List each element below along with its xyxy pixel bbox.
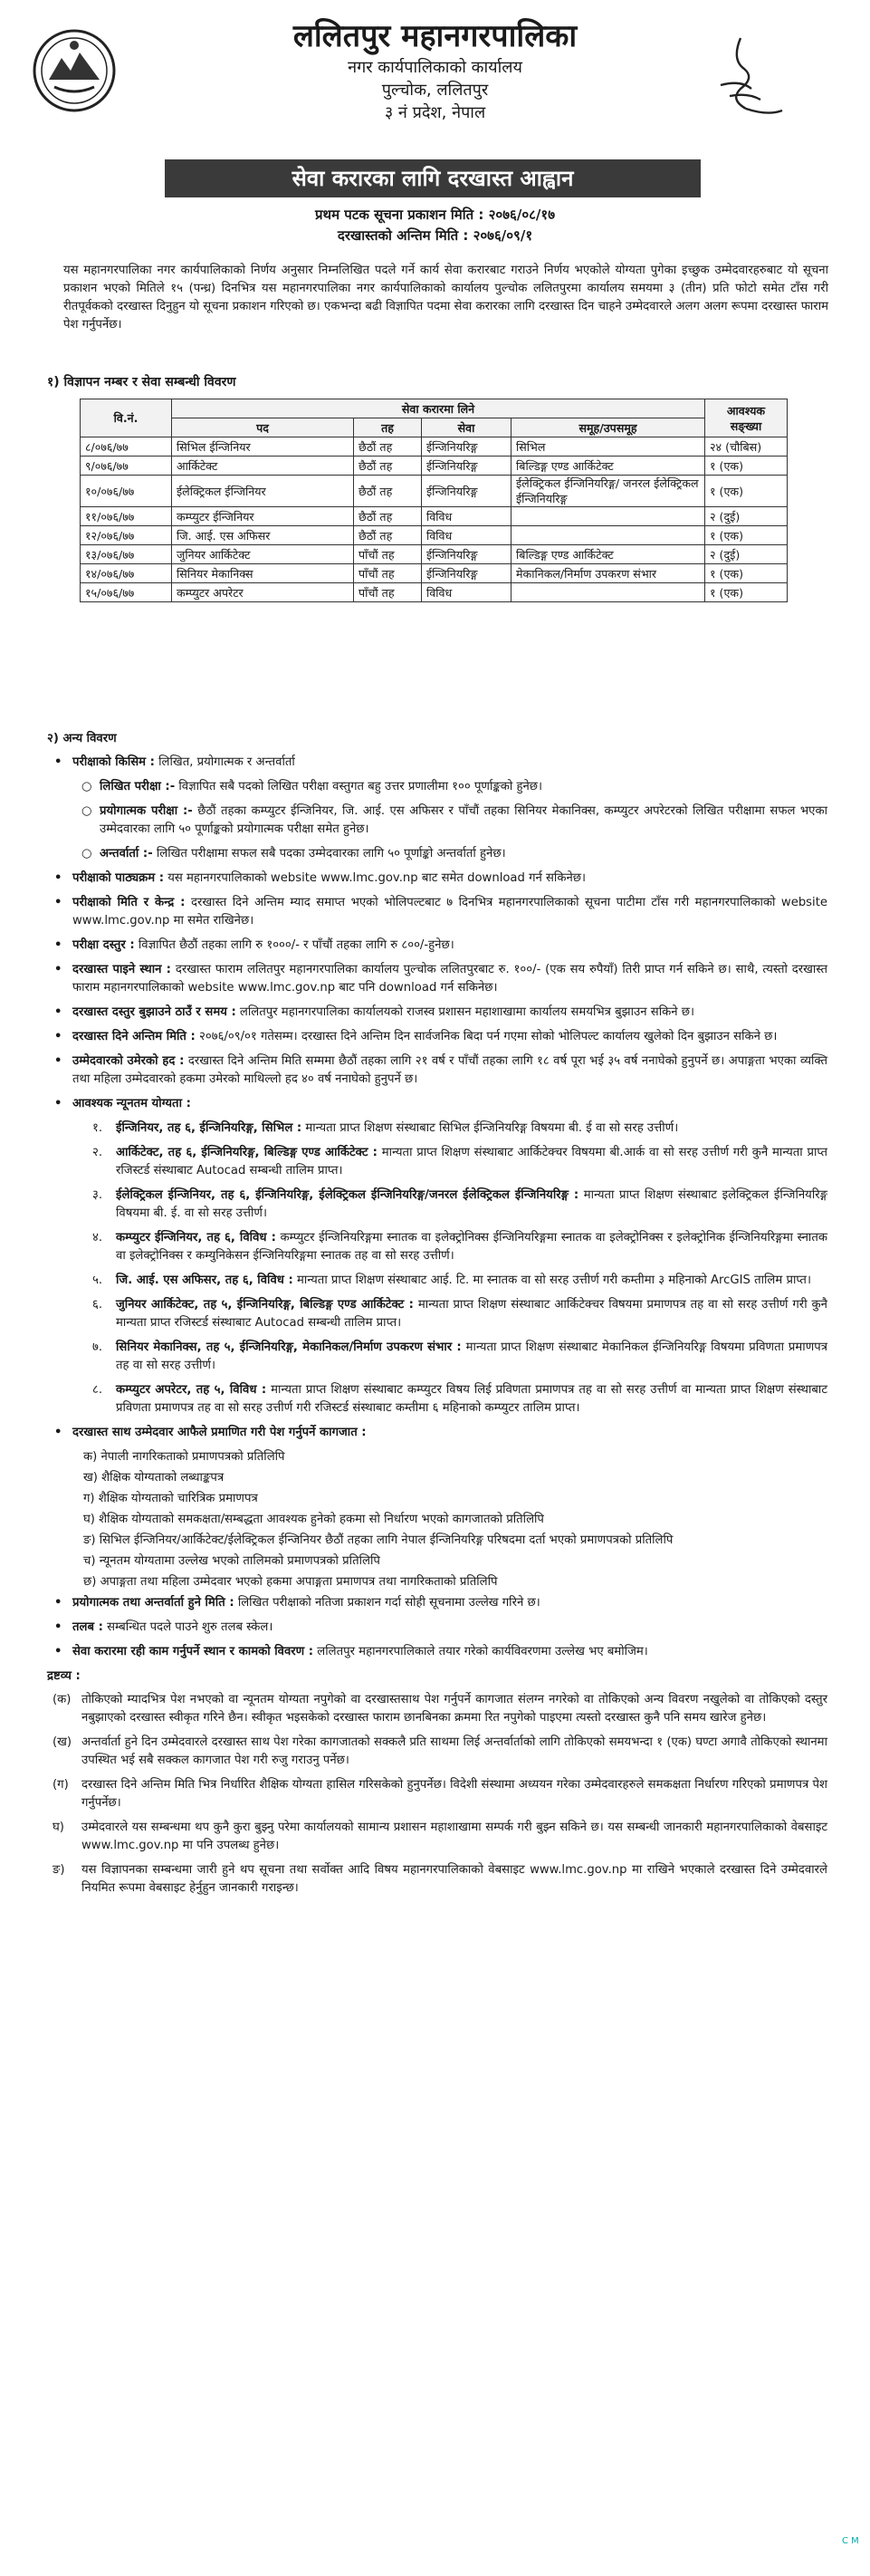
section2-title: २) अन्य विवरण [47, 732, 117, 745]
note-item: (क) तोकिएको म्यादभित्र पेश नभएको वा न्यूनतम योग्यता नपुगेको वा दरखास्तसाथ पेश गर्नुपर्ने कागजात संलग्न नगरेको वा तोकिएको अन्य विवरण नखुलेको वा तोकिएको दस्तुर नबुझाएको दरखास्त स्वीकृत गरिने छैन। स्वीकृत भइसकेको दरखास्त फाराम छानबिनका क्रममा रित नपुगेको पाइएमा त्यस्तो दरखास्त कुनै पनि समय खारेज हुनेछ। [53, 1693, 827, 1725]
note-item: (ख) अन्तर्वार्ता हुने दिन उम्मेदवारले दरखास्त साथ पेश गरेका कागजातको सक्कलै प्रति साथमा लिई अन्तर्वार्ताको लागि तोकिएको समयभन्दा १ (एक) घण्टा अगावै तोकिएको स्थानमा उपस्थित भई सबै सक्कल कागजात पेश गरी रुजु गराउनु पर्नेछ। [53, 1735, 827, 1767]
notes-list [47, 1691, 827, 1898]
document-item: क) नेपाली नागरिकताको प्रमाणपत्रको प्रतिलिपि [83, 1450, 285, 1464]
cell-service: विविध [422, 507, 511, 526]
cell-level: पाँचौं तह [354, 564, 422, 583]
qualification-item: १. ईन्जिनियर, तह ६, ईन्जिनियरिङ्ग, सिभिल : मान्यता प्राप्त शिक्षण संस्थाबाट सिभिल ईन्जिनियरिङ्ग विषयमा बी. ई वा सो सरह उत्तीर्ण। [92, 1121, 679, 1135]
qualification-item: ७. सिनियर मेकानिक्स, तह ५, ईन्जिनियरिङ्ग, मेकानिकल/निर्माण उपकरण संभार : मान्यता प्राप्त शिक्षण संस्थाबाट मेकानिकल ईन्जिनियरिङ्ग विषयमा प्रविणता प्रमाणपत्र तह वा सो सरह उत्तीर्ण। [92, 1341, 827, 1372]
form-place: • दरखास्त पाइने स्थान : दरखास्त फाराम ललितपुर महानगरपालिका कार्यालय पुल्चोक ललितपुरबाट रु. १००/- (एक सय रुपैयाँ) तिरी प्राप्त गर्न सकिने छ। साथै, त्यस्तो दरखास्त फाराम महानगरपालिकाको website www.lmc.gov.np बाट पनि download गर्न सकिनेछ। [54, 963, 827, 995]
document-list [47, 1448, 827, 1591]
practical-exam: ○ प्रयोगात्मक परीक्षा :- छैठौं तहका कम्प्युटर ईन्जिनियर, जि. आई. एस अफिसर र पाँचौं तहका सिनियर मेकानिक्स, कम्प्युटर अपरेटरको लिखित परीक्षामा सफल भएका उम्मेदवारका लागि ५० पूर्णाङ्कको प्रयोगात्मक परीक्षा समेत हुनेछ। [81, 804, 827, 836]
cell-no: १५/०७६/७७ [81, 583, 172, 602]
cell-service: ईन्जिनियरिङ्ग [422, 564, 511, 583]
note-item: ङ) यस विज्ञापनका सम्बन्धमा जारी हुने थप सूचना तथा सर्वोक्त आदि विषय महानगरपालिकाको वेबसाइट www.lmc.gov.np मा राखिने भएकाले दरखास्त दिने उम्मेदवारले नियमित रूपमा वेबसाइट हेर्नुहुन जानकारी गराइन्छ। [53, 1863, 827, 1895]
qualification-item: २. आर्किटेक्ट, तह ६, ईन्जिनियरिङ्ग, बिल्डिङ्ग एण्ड आर्किटेक्ट : मान्यता प्राप्त शिक्षण संस्थाबाट आर्किटेक्चर विषयमा बी.आर्क वा सो सरह उत्तीर्ण गरी कुनै मान्यता प्राप्त रजिस्टर्ड संस्थाबाट Autocad सम्बन्धी तालिम प्राप्त। [92, 1146, 827, 1177]
cell-no: १४/०७६/७७ [81, 564, 172, 583]
col-count: आवश्यक सङ्ख्या [705, 399, 788, 437]
qualification-item: ५. जि. आई. एस अफिसर, तह ६, विविध : मान्यता प्राप्त शिक्षण संस्थाबाट आई. टि. मा स्नातक वा सो सरह उत्तीर्ण गरी कम्तीमा ३ महिनाको ArcGIS तालिम प्राप्त। [92, 1274, 811, 1287]
cell-no: १२/०७६/७७ [81, 526, 172, 545]
table-row [81, 583, 788, 602]
document-item: च) न्यूनतम योग्यतामा उल्लेख भएको तालिमको प्रमाणपत्रको प्रतिलिपि [83, 1554, 380, 1568]
signature-icon [704, 33, 786, 120]
table-row [81, 545, 788, 564]
cell-group: बिल्डिङ्ग एण्ड आर्किटेक्ट [511, 457, 705, 476]
col-level: तह [354, 418, 422, 437]
cell-service: ईन्जिनियरिङ्ग [422, 545, 511, 564]
document-item: ङ) सिभिल ईन्जिनियर/आर्किटेक्ट/ईलेक्ट्रिकल ईन्जिनियर छैठौं तहका लागि नेपाल ईन्जिनियरिङ्ग परिषदमा दर्ता भएको प्रमाणपत्रको प्रतिलिपि [83, 1533, 674, 1547]
cell-group: बिल्डिङ्ग एण्ड आर्किटेक्ट [511, 545, 705, 564]
cell-group: ईलेक्ट्रिकल ईन्जिनियरिङ्ग/ जनरल ईलेक्ट्रिकल ईन्जिनियरिङ्ग [511, 476, 705, 507]
cell-level: छैठौं तह [354, 526, 422, 545]
exam-fee: • परीक्षा दस्तुर : विज्ञापित छैठौं तहका लागि रु १०००/- र पाँचौं तहका लागि रु ८००/-हुनेछ। [54, 938, 454, 952]
col-service: सेवा [422, 418, 511, 437]
col-post: पद [172, 418, 354, 437]
cell-count: १ (एक) [705, 476, 788, 507]
cell-count: २ (दुई) [705, 545, 788, 564]
details-section [47, 730, 827, 1904]
deadline-date: दरखास्तको अन्तिम मिति : २०७६/०९/१ [337, 227, 533, 244]
section1-title: १) विज्ञापन नम्बर र सेवा सम्बन्धी विवरण [47, 375, 236, 389]
cell-group [511, 526, 705, 545]
cell-count: २४ (चौबिस) [705, 437, 788, 457]
province: ३ नं प्रदेश, नेपाल [384, 103, 486, 122]
cell-service: ईन्जिनियरिङ्ग [422, 437, 511, 457]
qualification-item: ८. कम्प्युटर अपरेटर, तह ५, विविध : मान्यता प्राप्त शिक्षण संस्थाबाट कम्प्युटर विषय लिई प्रविणता प्रमाणपत्र तह वा सो सरह उत्तीर्ण वा मान्यता प्राप्त शिक्षण संस्थाबाट प्रविणता प्रमाणपत्र तह वा सो सरह उत्तीर्ण गरी रजिस्टर्ड संस्थाबाट कम्तीमा ६ महिनाको कम्प्युटर तालिम प्राप्त। [92, 1383, 827, 1415]
cell-group: सिभिल [511, 437, 705, 457]
cell-post: जि. आई. एस अफिसर [172, 526, 354, 545]
cell-service: विविध [422, 526, 511, 545]
corner-mark: C M [842, 2536, 859, 2546]
col-adv-no: वि.नं. [81, 399, 172, 437]
salary: • तलब : सम्बन्धित पदले पाउने शुरु तलब स्केल। [54, 1620, 273, 1634]
cell-service: ईन्जिनियरिङ्ग [422, 476, 511, 507]
cell-count: १ (एक) [705, 583, 788, 602]
note-item: घ) उम्मेदवारले यस सम्बन्धमा थप कुनै कुरा बुझ्नु परेमा कार्यालयको सामान्य प्रशासन महाशाखामा सम्पर्क गरी बुझ्न सकिने छ। यस सम्बन्धी जानकारी महानगरपालिकाको वेबसाइट www.lmc.gov.np मा पनि उपलब्ध हुनेछ। [53, 1821, 827, 1852]
notes-title: द्रष्टव्य : [47, 1669, 81, 1683]
cell-post: जुनियर आर्किटेक्ट [172, 545, 354, 564]
exam-type: • परीक्षाको किसिम : लिखित, प्रयोगात्मक र अन्तर्वार्ता [54, 755, 295, 769]
cell-no: ९/०७६/७७ [81, 457, 172, 476]
cell-post: ईलेक्ट्रिकल ईन्जिनियर [172, 476, 354, 507]
written-exam: ○ लिखित परीक्षा :- विज्ञापित सबै पदको लिखित परीक्षा वस्तुगत बहु उत्तर प्रणालीमा १०० पूर्णाङ्कको हुनेछ। [81, 780, 543, 793]
interview: ○ अन्तर्वार्ता :- लिखित परीक्षामा सफल सबै पदका उम्मेदवारका लागि ५० पूर्णाङ्को अन्तर्वार्ता हुनेछ। [81, 847, 506, 860]
workplace: • सेवा करारमा रही काम गर्नुपर्ने स्थान र कामको विवरण : ललितपुर महानगरपालिकाले तयार गरेको कार्यविवरणमा उल्लेख भए बमोजिम। [54, 1645, 648, 1658]
note-item: (ग) दरखास्त दिने अन्तिम मिति भित्र निर्धारित शैक्षिक योग्यता हासिल गरिसकेको हुनुपर्नेछ। विदेशी संस्थामा अध्ययन गरेका उम्मेदवारहरुले समकक्षता निर्धारण गरिएको प्रमाणपत्र पेश गर्नुपर्नेछ। [53, 1778, 827, 1810]
col-group: समूह/उपसमूह [511, 418, 705, 437]
qualification-item: ६. जुनियर आर्किटेक्ट, तह ५, ईन्जिनियरिङ्ग, बिल्डिङ्ग एण्ड आर्किटेक्ट : मान्यता प्राप्त शिक्षण संस्थाबाट आर्किटेक्चर विषयमा प्रमाणपत्र तह वा सो सरह उत्तीर्ण गरी कुनै मान्यता प्राप्त रजिस्टर्ड संस्थाबाट Autocad सम्बन्धी तालिम प्राप्त। [92, 1298, 827, 1330]
cell-post: सिनियर मेकानिक्स [172, 564, 354, 583]
cell-group [511, 583, 705, 602]
table-row [81, 564, 788, 583]
cell-count: १ (एक) [705, 457, 788, 476]
document-item: छ) अपाङ्गता तथा महिला उम्मेदवार भएको हकमा अपाङ्गता प्रमाणपत्र तथा नागरिकताको प्रतिलिपि [83, 1575, 498, 1589]
age-limit: • उम्मेदवारको उमेरको हद : दरखास्त दिने अन्तिम मिति सम्ममा छैठौं तहका लागि २१ वर्ष र पाँचौं तहका लागि १८ वर्ष पूरा भई ३५ वर्ष ननाघेको हुनुपर्ने छ। अपाङ्गता भएका व्यक्ति तथा महिला उम्मेदवारको हकमा उमेरको माथिल्लो हद ४० वर्ष ननाघेको हुनुपर्ने छ। [54, 1054, 827, 1086]
cell-service: विविध [422, 583, 511, 602]
col-service-group: सेवा करारमा लिने [172, 399, 705, 418]
org-name: ललितपुर महानगरपालिका [292, 18, 578, 54]
qualification-list [47, 1120, 827, 1418]
table-row [81, 507, 788, 526]
table-row [81, 526, 788, 545]
cell-post: सिभिल ईन्जिनियर [172, 437, 354, 457]
cell-count: २ (दुई) [705, 507, 788, 526]
document-item: घ) शैक्षिक योग्यताको समकक्षता/सम्बद्धता आवश्यक हुनेको हकमा सो निर्धारण भएको कागजातको प्रतिलिपि [83, 1513, 544, 1526]
cell-post: कम्प्युटर अपरेटर [172, 583, 354, 602]
cell-level: पाँचौं तह [354, 583, 422, 602]
intro-paragraph: यस महानगरपालिका नगर कार्यपालिकाको निर्णय अनुसार निम्नलिखित पदले गर्ने कार्य सेवा करारबाट गराउने निर्णय भएकोले योग्यता पुगेका इच्छुक उम्मेदवारहरुबाट यो सूचना प्रकाशन भएको मितिले १५ (पन्ध्र) दिनभित्र यस महानगरपालिका नगर कार्यपालिकाको कार्यालय पुल्चोक ललितपुरमा कार्यालय समयमा ३ (तीन) प्रति फोटो समेत टाँस गरी रीतपूर्वकको दरखास्त दिनुहुन यो सूचना प्रकाशन गरिएको छ। एकभन्दा बढी विज्ञापित पदमा सेवा करारका लागि दरखास्त दिन चाहने उम्मेदवारले अलग अलग रूपमा दरखास्त फाराम पेश गर्नुपर्नेछ। [63, 264, 828, 332]
table-row [81, 476, 788, 507]
documents: • दरखास्त साथ उम्मेदवार आफैले प्रमाणित गरी पेश गर्नुपर्ने कागजात : [54, 1426, 367, 1439]
document-item: ग) शैक्षिक योग्यताको चारित्रिक प्रमाणपत्र [83, 1492, 258, 1505]
cell-count: १ (एक) [705, 564, 788, 583]
notice-dates [0, 205, 870, 246]
cell-group [511, 507, 705, 526]
table-row [81, 457, 788, 476]
cell-level: पाँचौं तह [354, 545, 422, 564]
office-name: नगर कार्यपालिकाको कार्यालय [348, 58, 522, 77]
cell-no: ११/०७६/७७ [81, 507, 172, 526]
office-location: पुल्चोक, ललितपुर [381, 81, 489, 100]
cell-no: १०/०७६/७७ [81, 476, 172, 507]
qualification-item: ४. कम्प्युटर ईन्जिनियर, तह ६, विविध : कम्प्युटर ईन्जिनियरिङ्गमा स्नातक वा इलेक्ट्रोनिक्स ईन्जिनियरिङ्गमा स्नातक वा इलेक्ट्रोनिक्स र इलेक्ट्रोनिक ईन्जिनियरिङ्गमा स्नातक वा इलेक्ट्रोनिक्स र कम्युनिकेसन ईन्जिनियरिङ्गमा स्नातक तह वा सो सरह उत्तीर्ण। [92, 1231, 827, 1263]
cell-count: १ (एक) [705, 526, 788, 545]
cell-service: ईन्जिनियरिङ्ग [422, 457, 511, 476]
cell-level: छैठौं तह [354, 437, 422, 457]
cell-no: ८/०७६/७७ [81, 437, 172, 457]
cell-no: १३/०७६/७७ [81, 545, 172, 564]
last-date: • दरखास्त दिने अन्तिम मिति : २०७६/०९/०१ गतेसम्म। दरखास्त दिने अन्तिम दिन सार्वजनिक बिदा पर्न गएमा सोको भोलिपल्ट कार्यालय खुलेको दिन बुझाउन सकिने छ। [54, 1030, 778, 1043]
document-item: ख) शैक्षिक योग्यताको लब्धाङ्कपत्र [83, 1471, 225, 1485]
notice-banner: सेवा करारका लागि दरखास्त आह्वान [165, 159, 701, 197]
cell-group: मेकानिकल/निर्माण उपकरण संभार [511, 564, 705, 583]
syllabus: • परीक्षाको पाठ्यक्रम : यस महानगरपालिकाको website www.lmc.gov.np बाट समेत download गर्न सकिनेछ। [54, 871, 587, 885]
cell-post: कम्प्युटर ईन्जिनियर [172, 507, 354, 526]
exam-date-center: • परीक्षाको मिति र केन्द्र : दरखास्त दिने अन्तिम म्याद समाप्त भएको भोलिपल्टबाट ७ दिनभित्र महानगरपालिकाको सूचना पाटीमा टाँस गरी महानगरपालिकाको website www.lmc.gov.np मा समेत राखिनेछ। [54, 896, 828, 928]
cell-level: छैठौं तह [354, 476, 422, 507]
qualification-item: ३. ईलेक्ट्रिकल ईन्जिनियर, तह ६, ईन्जिनियरिङ्ग, ईलेक्ट्रिकल ईन्जिनियरिङ्ग/जनरल ईलेक्ट्रिकल ईन्जिनियरिङ्ग : मान्यता प्राप्त शिक्षण संस्थाबाट इलेक्ट्रिकल ईन्जिनियरिङ्ग विषयमा बी. ई. वा सो सरह उत्तीर्ण। [92, 1188, 827, 1220]
first-notice-date: प्रथम पटक सूचना प्रकाशन मिति : २०७६/०८/१७ [314, 207, 555, 223]
practical-interview-date: • प्रयोगात्मक तथा अन्तर्वार्ता हुने मिति : लिखित परीक्षाको नतिजा प्रकाशन गर्दा सोही सूचनामा उल्लेख गरिने छ। [54, 1596, 540, 1610]
cell-level: छैठौं तह [354, 507, 422, 526]
qualifications: • आवश्यक न्यूनतम योग्यता : [54, 1097, 191, 1110]
table-row [81, 437, 788, 457]
posts-table [80, 399, 788, 602]
cell-post: आर्किटेक्ट [172, 457, 354, 476]
letterhead [0, 0, 870, 156]
fee-place: • दरखास्त दस्तुर बुझाउने ठाउँ र समय : ललितपुर महानगरपालिका कार्यालयको राजस्व प्रशासन महाशाखामा कार्यालय समयभित्र बुझाउन सकिने छ। [54, 1005, 694, 1019]
cell-level: छैठौं तह [354, 457, 422, 476]
